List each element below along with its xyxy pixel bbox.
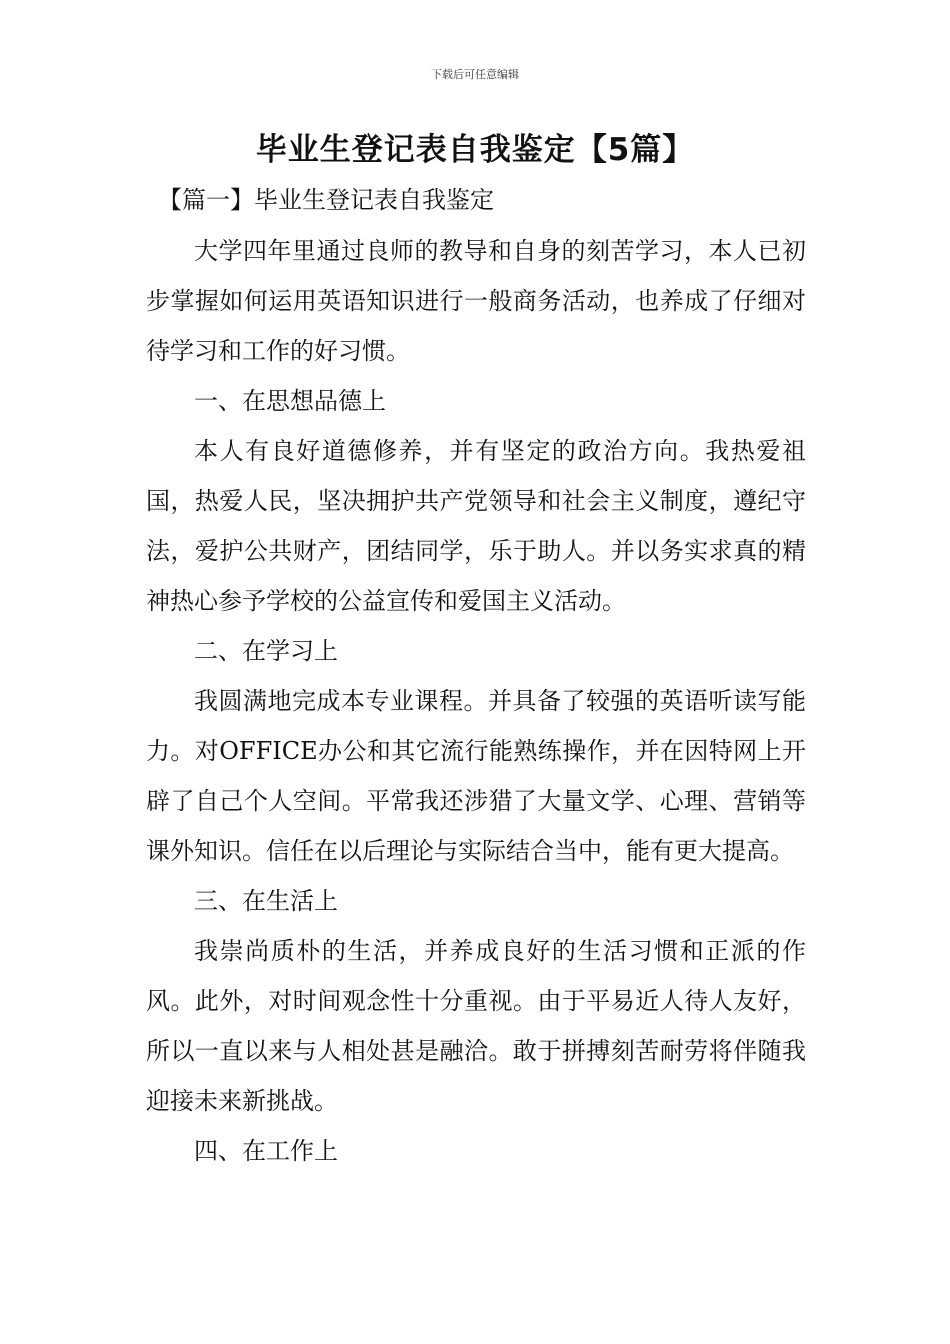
document-body — [146, 226, 806, 1176]
paragraph-intro: 大学四年里通过良师的教导和自身的刻苦学习，本人已初步掌握如何运用英语知识进行一般商务活动，也养成了仔细对待学习和工作的好习惯。 — [146, 237, 806, 365]
subheading-life: 三、在生活上 — [194, 887, 338, 915]
header-note: 下载后可任意编辑 — [431, 68, 519, 81]
document-title: 毕业生登记表自我鉴定【5篇】 — [255, 132, 695, 168]
subheading-work: 四、在工作上 — [194, 1137, 338, 1165]
section-heading: 【篇一】毕业生登记表自我鉴定 — [158, 186, 494, 214]
paragraph-life: 我崇尚质朴的生活，并养成良好的生活习惯和正派的作风。此外，对时间观念性十分重视。由于平易近人待人友好，所以一直以来与人相处甚是融洽。敢于拼搏刻苦耐劳将伴随我迎接未来新挑战。 — [146, 937, 806, 1115]
paragraph-study: 我圆满地完成本专业课程。并具备了较强的英语听读写能力。对OFFICE办公和其它流行能熟练操作，并在因特网上开辟了自己个人空间。平常我还涉猎了大量文学、心理、营销等课外知识。信任在以后理论与实际结合当中，能有更大提高。 — [146, 687, 806, 865]
subheading-morality: 一、在思想品德上 — [194, 387, 386, 415]
paragraph-morality: 本人有良好道德修养，并有坚定的政治方向。我热爱祖国，热爱人民，坚决拥护共产党领导和社会主义制度，遵纪守法，爱护公共财产，团结同学，乐于助人。并以务实求真的精神热心参予学校的公益宣传和爱国主义活动。 — [146, 437, 806, 615]
subheading-study: 二、在学习上 — [194, 637, 338, 665]
